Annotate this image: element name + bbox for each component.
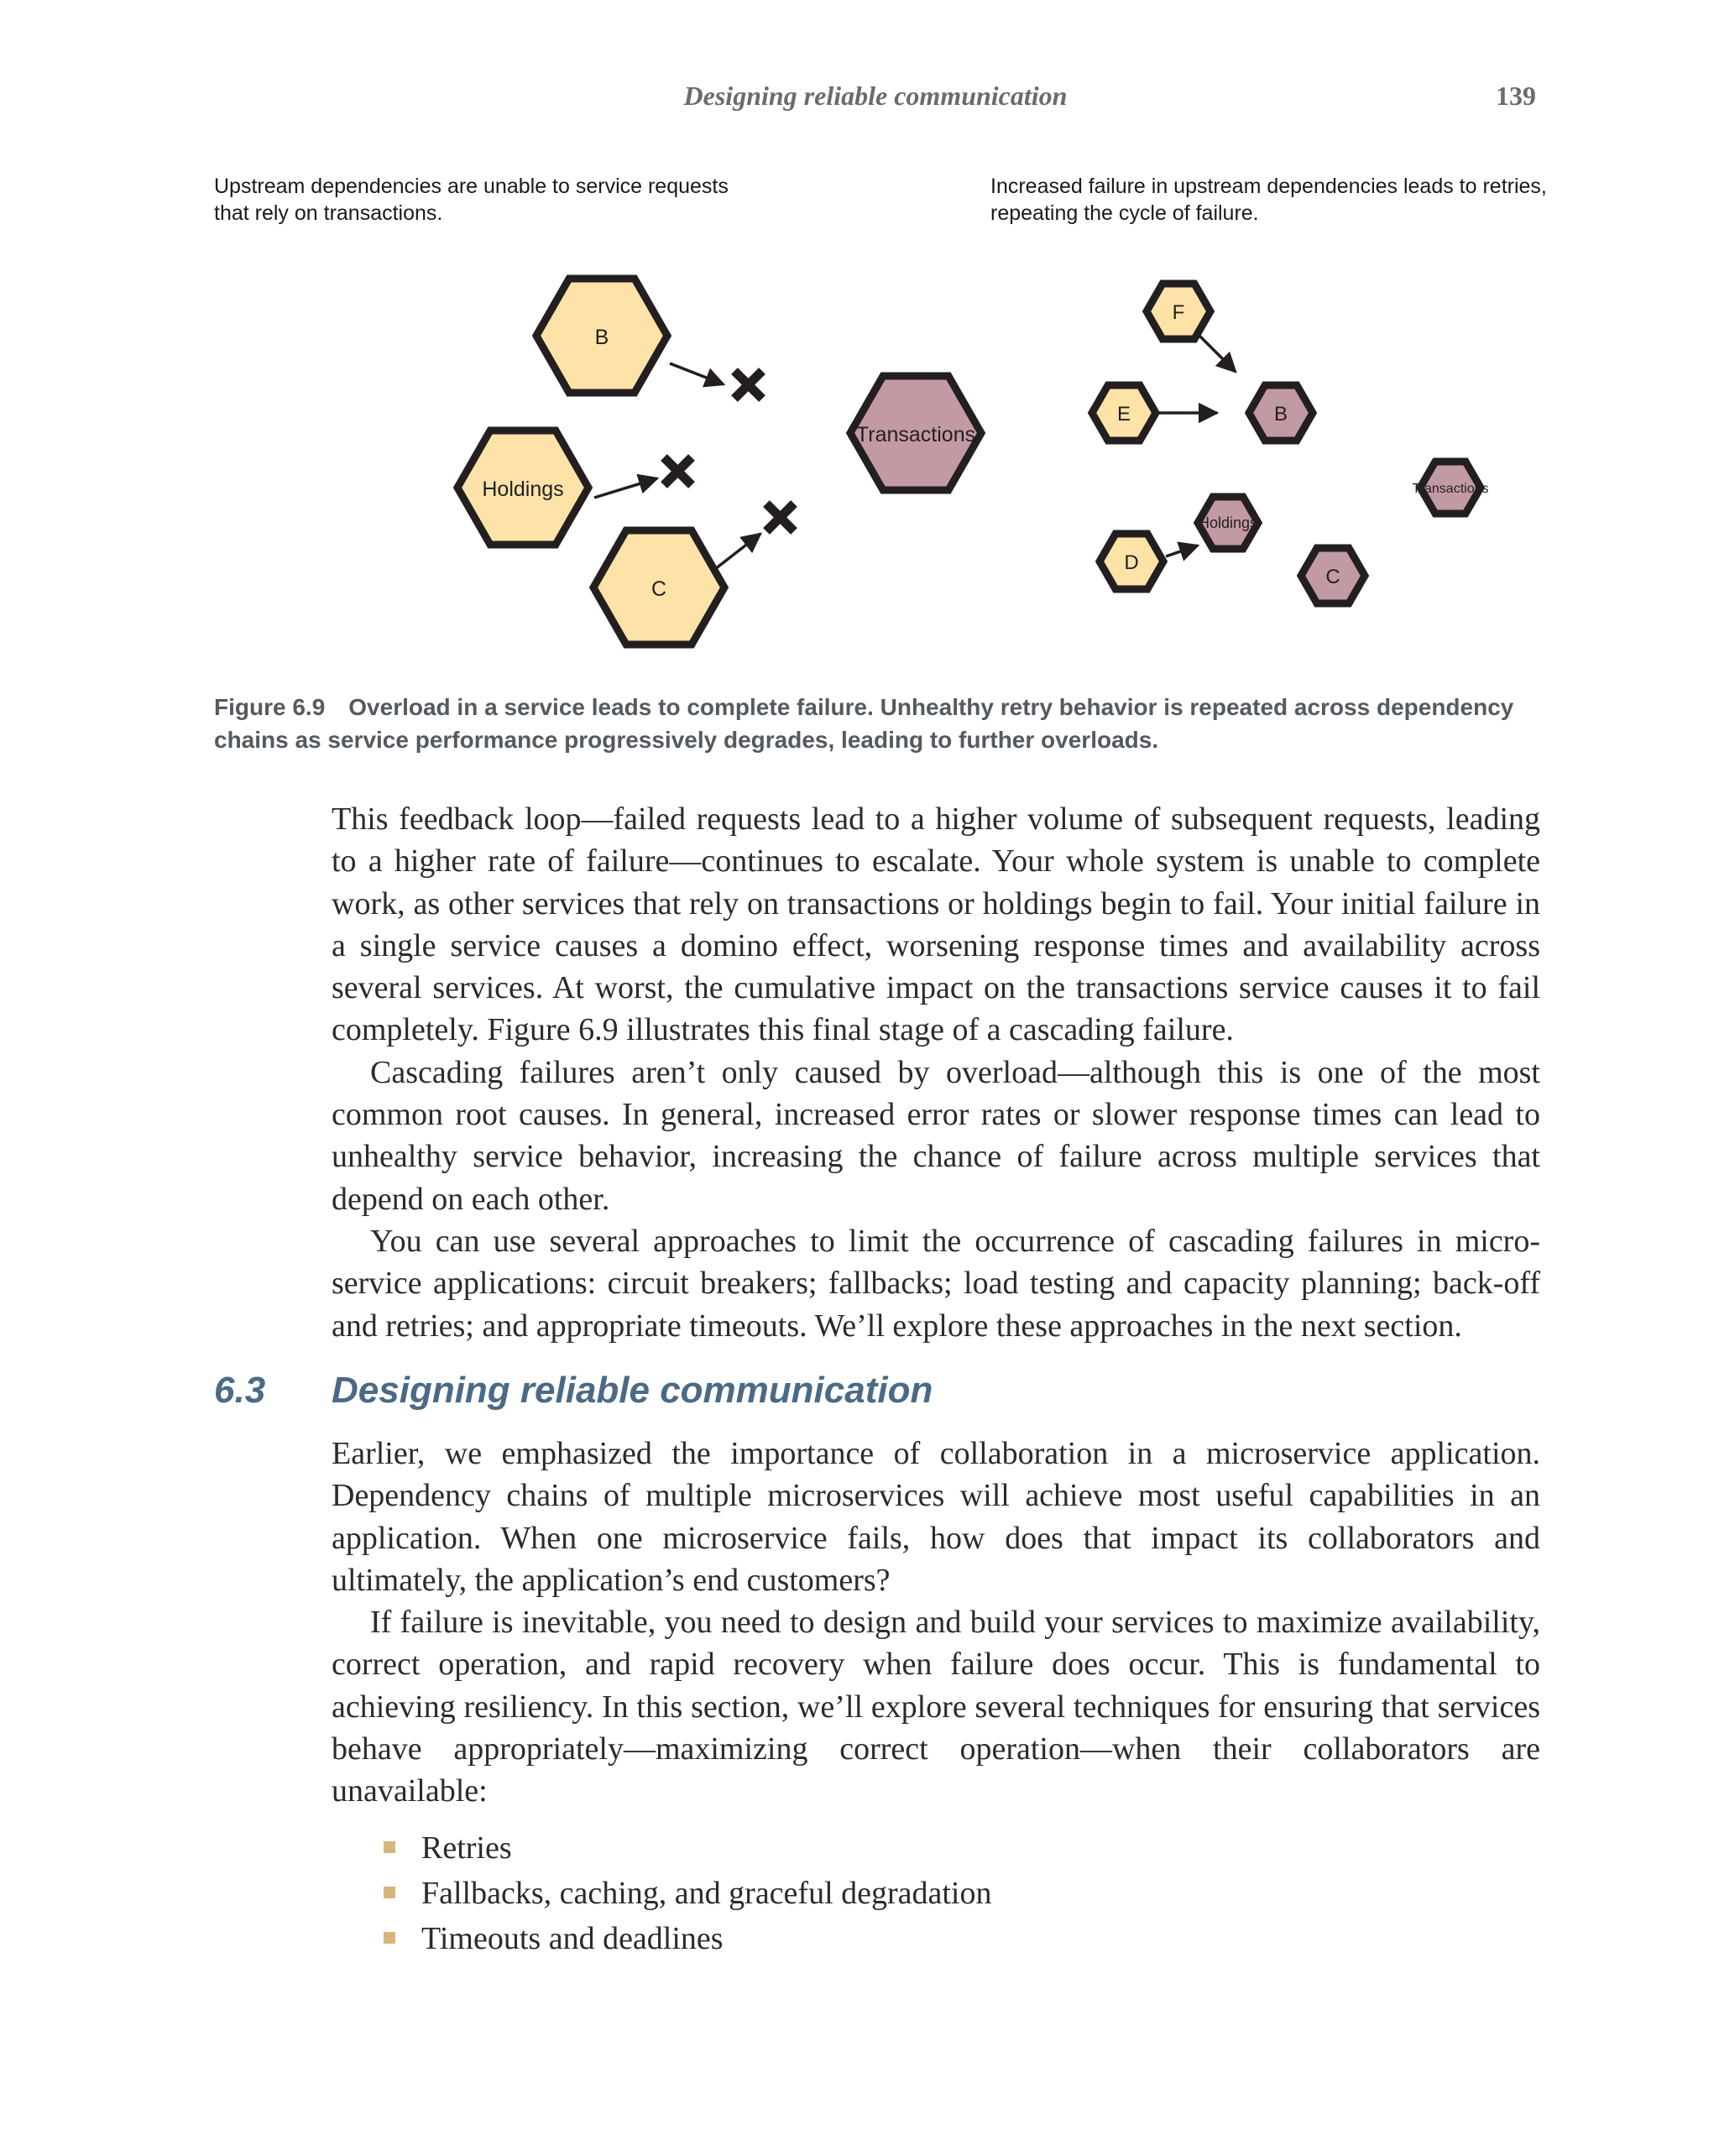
paragraph: You can use several approaches to limit the occurrence of cascading failures in microservice applications: circuit breakers; fallbacks; load testing and capacity planning; back-off and retries; and appropriate timeouts. We’ll explore these approaches in the next section. <box>332 1223 1540 1344</box>
list-item-text: Timeouts and deadlines <box>421 1921 724 1956</box>
figure-caption-text: Overload in a service leads to complete failure. Unhealthy retry behavior is repeated across dependency chains as service performance progressively degrades, leading to further overloads. <box>214 694 1514 753</box>
failure-x-icon <box>734 371 762 399</box>
paragraph: Cascading failures aren’t only caused by overload—although this is one of the most common root causes. In general, increased error rates or slower response times can lead to unhealthy service behavior, increasing the chance of failure across multiple services that depend on each other. <box>332 1054 1540 1217</box>
list-item-text: Retries <box>421 1830 512 1866</box>
paragraph: Earlier, we emphasized the importance of collaboration in a microservice application. Dependency chains of multiple microservices will achieve most useful capabilities in an application. When one microservice fails, how does that impact its collaborators and ultimately, the application’s end customers? <box>332 1436 1540 1598</box>
running-title: Designing reliable communication <box>683 81 1068 111</box>
figure-diagram <box>210 164 1553 676</box>
right-node-transactions <box>1413 462 1489 514</box>
running-header <box>0 81 1719 117</box>
failure-x-icon <box>664 457 692 485</box>
right-node-holdings-label: Holdings <box>1198 514 1258 531</box>
figure-left-panel-caption: Upstream dependencies are unable to service requests that rely on transactions. <box>214 175 729 225</box>
right-node-d-label: D <box>1124 551 1139 574</box>
left-node-holdings <box>457 431 588 545</box>
left-node-holdings-label: Holdings <box>482 478 564 501</box>
list-item <box>382 1825 992 1871</box>
body-text-top <box>332 798 1540 1347</box>
body-text-bottom <box>332 1433 1540 1813</box>
figure-caption <box>214 691 1557 756</box>
square-bullet-icon <box>384 1841 395 1853</box>
list-item <box>382 1916 992 1961</box>
arrow-f-to-b <box>1195 331 1236 372</box>
failure-x-icon <box>766 504 794 531</box>
page-number: 139 <box>1496 81 1536 111</box>
left-node-b <box>536 279 667 393</box>
left-node-b-label: B <box>594 326 609 349</box>
figure-number: Figure 6.9 <box>214 694 326 720</box>
right-node-f-label: F <box>1172 301 1185 324</box>
arrow-holdings-failed <box>594 478 657 498</box>
right-node-holdings <box>1198 497 1258 549</box>
right-node-c-label: C <box>1325 566 1340 588</box>
arrow-b-failed <box>670 363 724 384</box>
arrow-d-to-holdings <box>1166 546 1198 556</box>
left-node-c-label: C <box>651 577 667 601</box>
left-node-c <box>593 530 724 645</box>
square-bullet-icon <box>384 1932 395 1944</box>
right-node-e-label: E <box>1116 403 1131 425</box>
technique-list <box>382 1825 992 1961</box>
section-number: 6.3 <box>214 1370 266 1411</box>
left-node-transactions <box>850 376 981 490</box>
figure-right-panel-caption: Increased failure in upstream dependencies leads to retries, repeating the cycle of failure. <box>990 175 1547 225</box>
section-heading <box>214 1370 1557 1420</box>
figure-6-9 <box>210 164 1553 676</box>
left-node-transactions-label: Transactions <box>855 423 976 446</box>
right-node-b <box>1249 385 1313 441</box>
square-bullet-icon <box>384 1887 395 1898</box>
arrow-c-failed <box>715 534 760 569</box>
paragraph: If failure is inevitable, you need to design and build your services to maximize availability, correct operation, and rapid recovery when failure does occur. This is fundamental to achieving resiliency. In this section, we’ll explore several techniques for ensuring that services behave appropriately—maximizing correct operation—when their collaborators are unavailable: <box>332 1605 1540 1809</box>
list-item-text: Fallbacks, caching, and graceful degradation <box>421 1876 992 1911</box>
right-node-f <box>1147 284 1210 339</box>
right-node-e <box>1092 385 1156 441</box>
section-title: Designing reliable communication <box>332 1370 933 1411</box>
right-node-b-label: B <box>1273 403 1288 425</box>
right-node-transactions-label: Transactions <box>1412 482 1489 496</box>
list-item <box>382 1871 992 1916</box>
right-node-c <box>1301 548 1365 603</box>
paragraph: This feedback loop—failed requests lead to a higher volume of subsequent requests, leading to a higher rate of failure—continues to escalate. Your whole system is unable to complete work, as other services that rely on transactions or holdings begin to fail. Your initial failure in a single service causes a domino effect, worsening response times and availability across several services. At worst, the cumulative impact on the transactions service causes it to fail completely. Figure 6.9 illustrates this final stage of a cascading failure. <box>332 801 1540 1048</box>
right-node-d <box>1100 534 1163 589</box>
